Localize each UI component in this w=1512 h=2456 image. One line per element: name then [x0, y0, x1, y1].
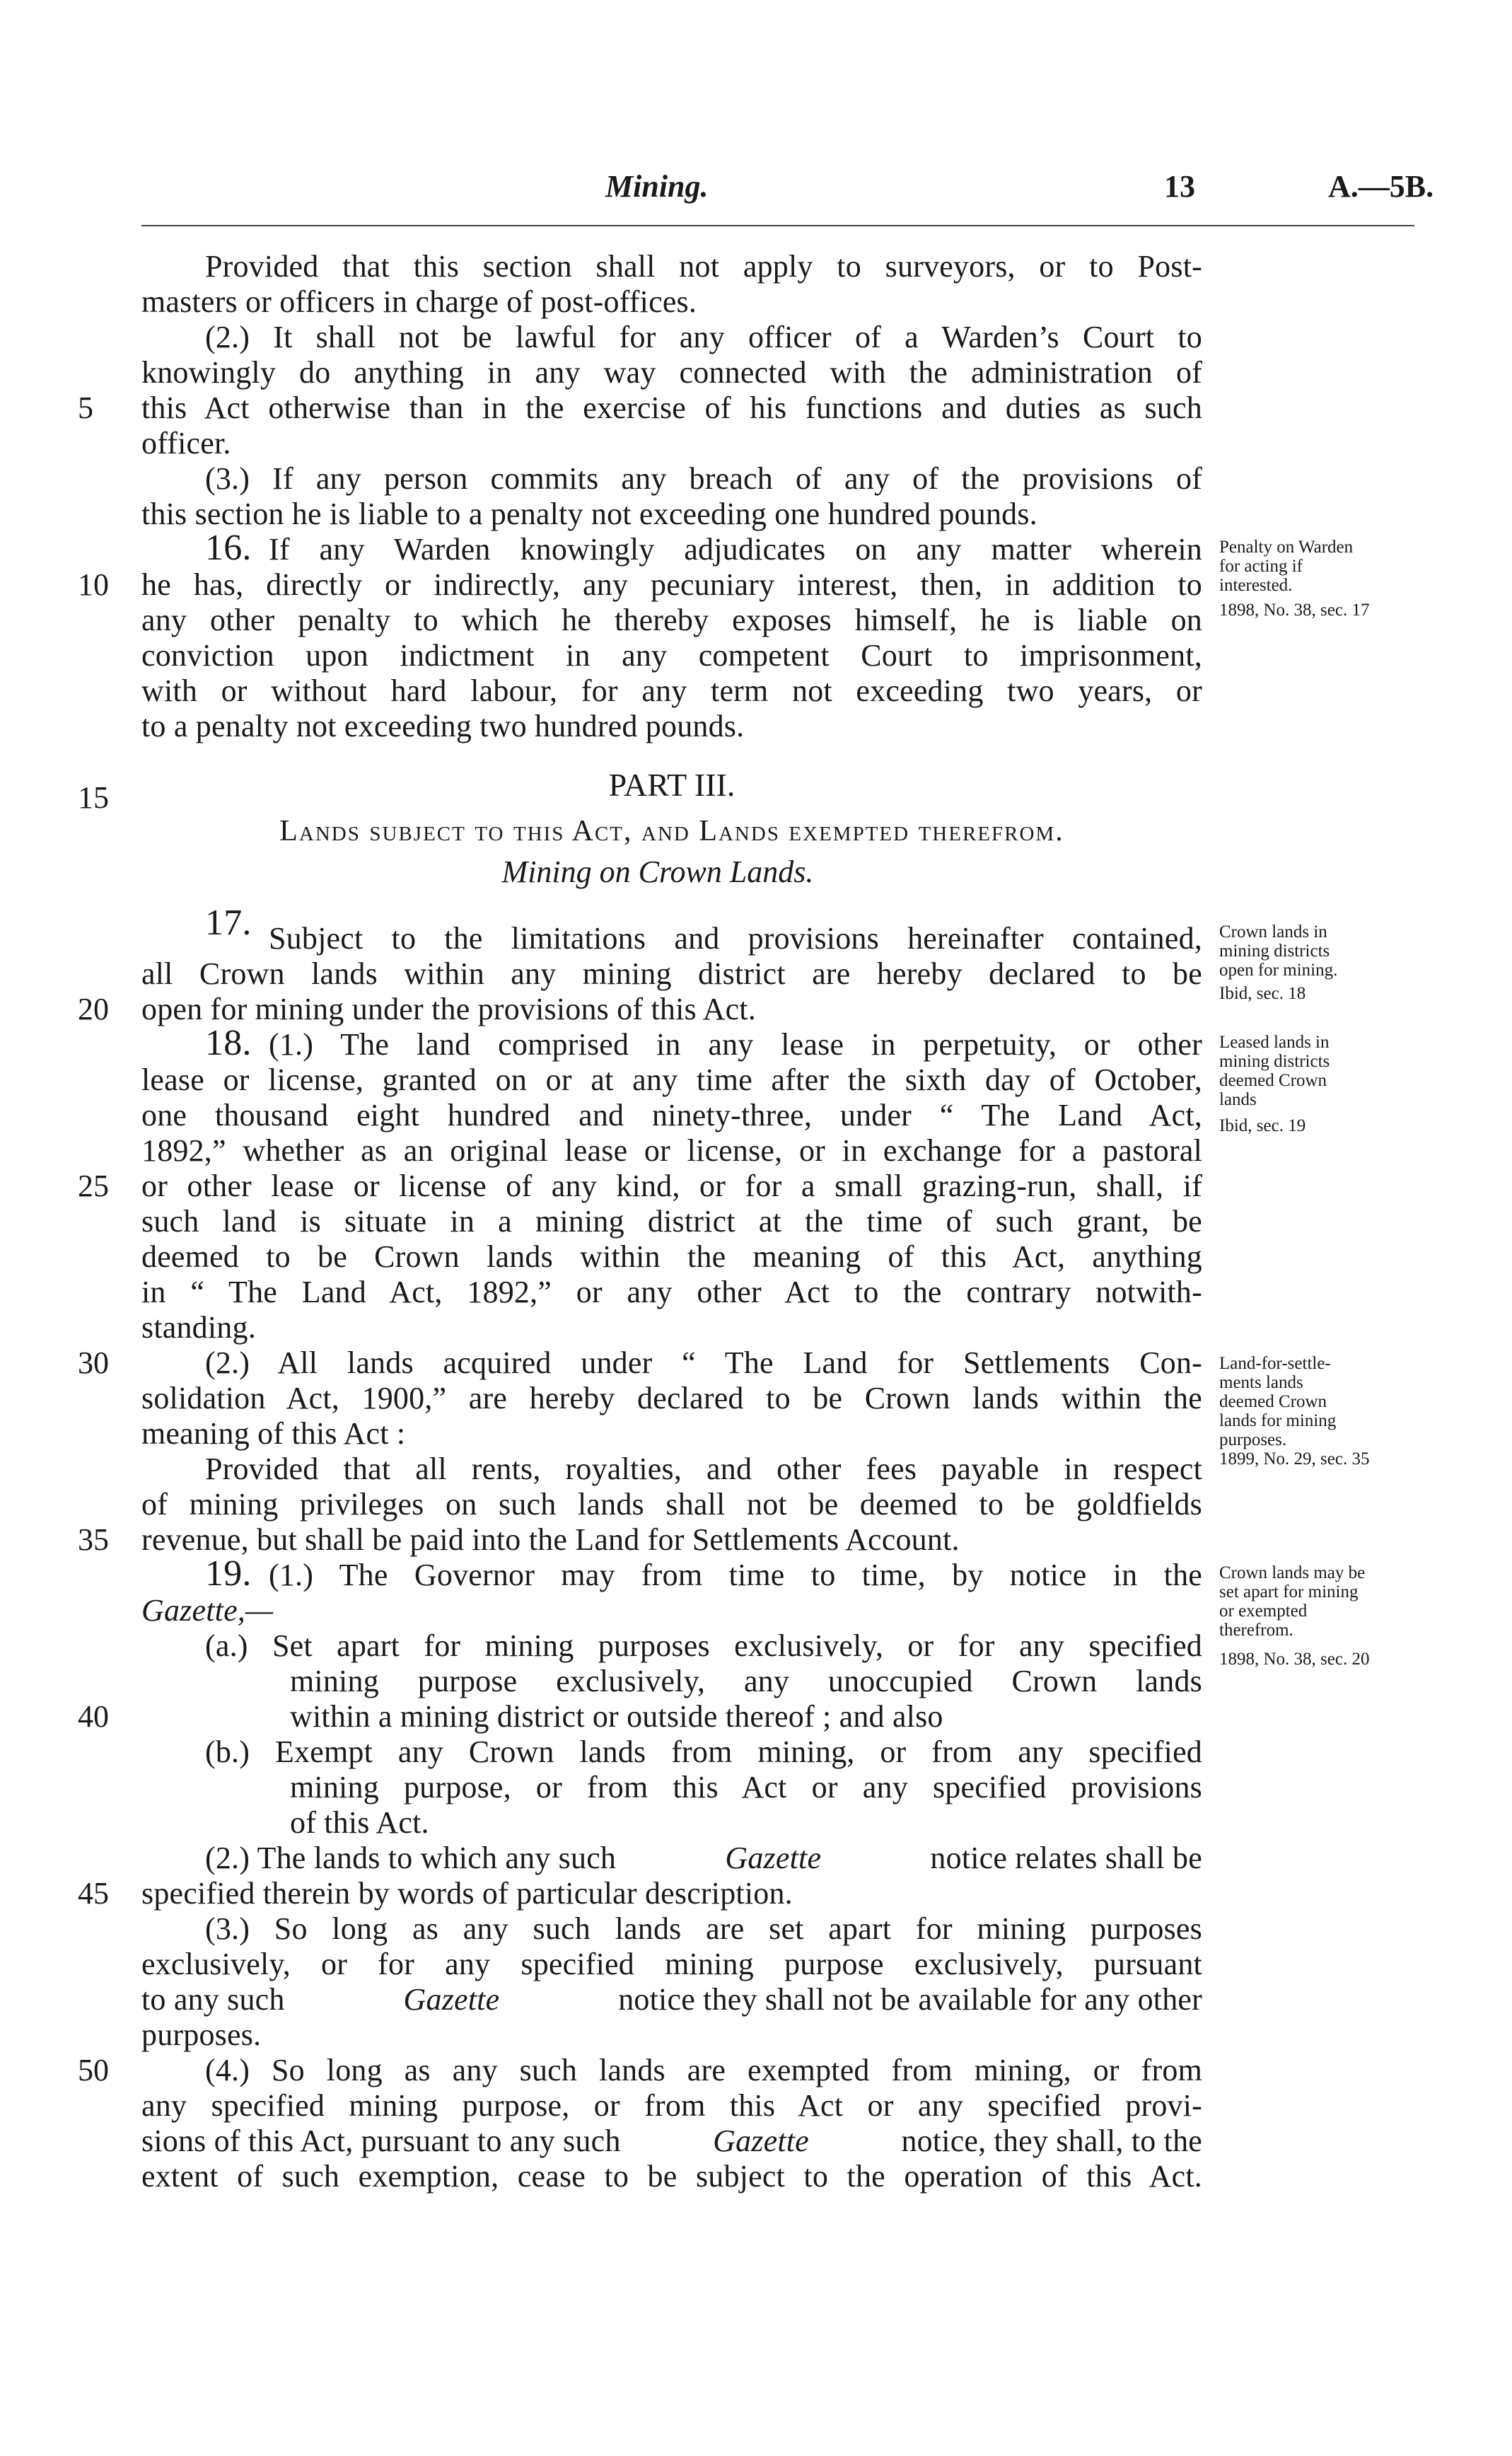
- body-text: notice relates shall be: [930, 1841, 1202, 1875]
- body-text: (2.) The lands to which any such: [205, 1841, 617, 1875]
- margin-note: [1219, 538, 1424, 620]
- part-title: PART III.: [608, 767, 735, 803]
- line-number: 20: [78, 992, 109, 1026]
- body-line: this section he is liable to a penalty not exceeding one hundred pounds.: [141, 497, 1037, 531]
- margin-note: [1219, 1033, 1424, 1135]
- body-line: (3.) If any person commits any breach of any of the provisions of: [205, 461, 1202, 496]
- body-line: of this Act.: [290, 1805, 429, 1840]
- body-line: (3.) So long as any such lands are set apart for mining purposes: [205, 1911, 1202, 1946]
- body-text: sions of this Act, pursuant to any such: [141, 2124, 621, 2158]
- body-line: to a penalty not exceeding two hundred pounds.: [141, 709, 745, 743]
- body-line: purposes.: [141, 2017, 262, 2052]
- body-line: If any Warden knowingly adjudicates on any matter wherein: [269, 532, 1202, 567]
- line-number: 15: [78, 780, 109, 815]
- gazette-italic: Gazette: [713, 2124, 809, 2158]
- line-number: 25: [78, 1169, 109, 1203]
- margin-note-line: Ibid, sec. 18: [1219, 984, 1306, 1003]
- margin-note-line: Land-for-settle-: [1219, 1354, 1331, 1373]
- margin-note-line: deemed Crown: [1219, 1071, 1327, 1090]
- margin-note-line: Penalty on Warden: [1219, 538, 1354, 557]
- body-line: mining purpose exclusively, any unoccupied Crown lands: [290, 1664, 1202, 1698]
- body-line: revenue, but shall be paid into the Land for Settlements Account.: [141, 1522, 960, 1557]
- body-line: (4.) So long as any such lands are exempted from mining, or from: [205, 2053, 1202, 2087]
- margin-note-line: Crown lands in: [1219, 922, 1327, 942]
- line-number: 30: [78, 1345, 109, 1380]
- margin-note-line: deemed Crown: [1219, 1392, 1327, 1411]
- body-line: specified therein by words of particular description.: [141, 1876, 793, 1911]
- body-line: extent of such exemption, cease to be subject to the operation of this Act.: [141, 2159, 1202, 2194]
- margin-note-line: 1899, No. 29, sec. 35: [1219, 1449, 1370, 1469]
- body-line: standing.: [141, 1310, 256, 1345]
- section-number: 17.: [205, 903, 252, 943]
- margin-note-line: ments lands: [1219, 1373, 1303, 1392]
- line-number: 50: [78, 2053, 109, 2087]
- line-number: 35: [78, 1522, 109, 1557]
- body-text: notice, they shall, to the: [901, 2124, 1202, 2158]
- body-line: solidation Act, 1900,” are hereby declared to be Crown lands within the: [141, 1381, 1202, 1415]
- running-title: Mining.: [605, 169, 709, 204]
- body-line: deemed to be Crown lands within the meaning of this Act, anything: [141, 1239, 1202, 1274]
- body-line: such land is situate in a mining district at the time of such grant, be: [141, 1204, 1202, 1239]
- margin-note-line: mining districts: [1219, 942, 1330, 961]
- body-line: 1892,” whether as an original lease or license, or in exchange for a pastoral: [141, 1133, 1202, 1168]
- margin-note: [1219, 1563, 1424, 1669]
- line-number: 45: [78, 1876, 109, 1911]
- gazette-italic: Gazette: [725, 1841, 822, 1875]
- body-line-mixed: [205, 1841, 1202, 1876]
- margin-note-line: 1898, No. 38, sec. 17: [1219, 601, 1370, 620]
- gazette-italic: Gazette: [403, 1982, 500, 2017]
- body-line: of mining privileges on such lands shall not be deemed to be goldfields: [141, 1487, 1202, 1522]
- margin-note-line: lands: [1219, 1090, 1257, 1109]
- body-line: meaning of this Act :: [141, 1416, 406, 1451]
- margin-note-line: or exempted: [1219, 1601, 1308, 1621]
- body-line: any other penalty to which he thereby exposes himself, he is liable on: [141, 603, 1202, 637]
- body-line: Provided that all rents, royalties, and other fees payable in respect: [205, 1452, 1202, 1486]
- margin-note-line: interested.: [1219, 576, 1293, 595]
- part-heading: Lands subject to this Act, and Lands exempted therefrom.: [279, 815, 1064, 847]
- body-line: (2.) All lands acquired under “ The Land for Settlements Con-: [205, 1345, 1202, 1380]
- body-line: officer.: [141, 426, 231, 460]
- section-number: 18.: [205, 1023, 252, 1063]
- body-line-mixed: [141, 1982, 1202, 2017]
- body-line: conviction upon indictment in any competent Court to imprisonment,: [141, 638, 1202, 673]
- margin-note-line: Crown lands may be: [1219, 1563, 1366, 1582]
- body-line: (a.) Set apart for mining purposes exclusively, or for any specified: [205, 1628, 1202, 1663]
- line-number: 5: [78, 390, 93, 425]
- margin-note-line: set apart for mining: [1219, 1582, 1359, 1601]
- body-line-mixed: [141, 2124, 1202, 2159]
- body-line: mining purpose, or from this Act or any specified provisions: [290, 1770, 1202, 1805]
- body-line: knowingly do anything in any way connected with the administration of: [141, 355, 1202, 390]
- margin-note-line: open for mining.: [1219, 961, 1338, 980]
- body-line: Gazette,—: [141, 1593, 274, 1628]
- margin-note-line: 1898, No. 38, sec. 20: [1219, 1650, 1370, 1669]
- body-line: (1.) The land comprised in any lease in perpetuity, or other: [269, 1027, 1202, 1062]
- body-line: or other lease or license of any kind, or for a small grazing-run, shall, if: [141, 1169, 1202, 1203]
- body-line: within a mining district or outside thereof ; and also: [290, 1699, 943, 1734]
- body-text: to any such: [141, 1982, 285, 2017]
- body-line: Subject to the limitations and provisions hereinafter contained,: [269, 921, 1202, 956]
- margin-note: [1219, 922, 1424, 1003]
- page-number: 13: [1164, 169, 1195, 204]
- section-number: 16.: [205, 528, 252, 568]
- margin-note-line: for acting if: [1219, 557, 1303, 576]
- body-line: (b.) Exempt any Crown lands from mining, or from any specified: [205, 1734, 1202, 1769]
- body-line: all Crown lands within any mining district are hereby declared to be: [141, 956, 1202, 991]
- header-rule: [141, 225, 1414, 226]
- body-line: lease or license, granted on or at any time after the sixth day of October,: [141, 1062, 1202, 1097]
- body-line: in “ The Land Act, 1892,” or any other Act to the contrary notwith-: [141, 1275, 1202, 1309]
- section-number: 19.: [205, 1553, 252, 1594]
- body-line: he has, directly or indirectly, any pecuniary interest, then, in addition to: [141, 567, 1202, 602]
- document-reference: A.—5B.: [1328, 169, 1434, 204]
- margin-note-line: Leased lands in: [1219, 1033, 1330, 1052]
- body-line: with or without hard labour, for any term not exceeding two years, or: [141, 673, 1202, 708]
- body-line: one thousand eight hundred and ninety-three, under “ The Land Act,: [141, 1098, 1202, 1133]
- margin-note: [1219, 1354, 1424, 1469]
- body-line: masters or officers in charge of post-offices.: [141, 284, 697, 319]
- body-line: this Act otherwise than in the exercise of his functions and duties as such: [141, 390, 1202, 425]
- margin-note-line: purposes.: [1219, 1430, 1287, 1449]
- line-number: 10: [78, 567, 109, 602]
- body-line: any specified mining purpose, or from this Act or any specified provi-: [141, 2088, 1202, 2123]
- body-line: exclusively, or for any specified mining purpose exclusively, pursuant: [141, 1947, 1202, 1981]
- part-subheading: Mining on Crown Lands.: [501, 855, 814, 889]
- body-line: Provided that this section shall not apply to surveyors, or to Post-: [205, 249, 1202, 284]
- margin-note-line: mining districts: [1219, 1052, 1330, 1071]
- body-line: open for mining under the provisions of this Act.: [141, 992, 756, 1026]
- body-line: (1.) The Governor may from time to time, by notice in the: [269, 1558, 1202, 1592]
- line-number: 40: [78, 1699, 109, 1734]
- margin-note-line: lands for mining: [1219, 1411, 1337, 1430]
- body-text: notice they shall not be available for any other: [618, 1982, 1202, 2017]
- body-line: (2.) It shall not be lawful for any officer of a Warden’s Court to: [205, 320, 1202, 354]
- margin-note-line: Ibid, sec. 19: [1219, 1116, 1306, 1135]
- margin-note-line: therefrom.: [1219, 1621, 1293, 1640]
